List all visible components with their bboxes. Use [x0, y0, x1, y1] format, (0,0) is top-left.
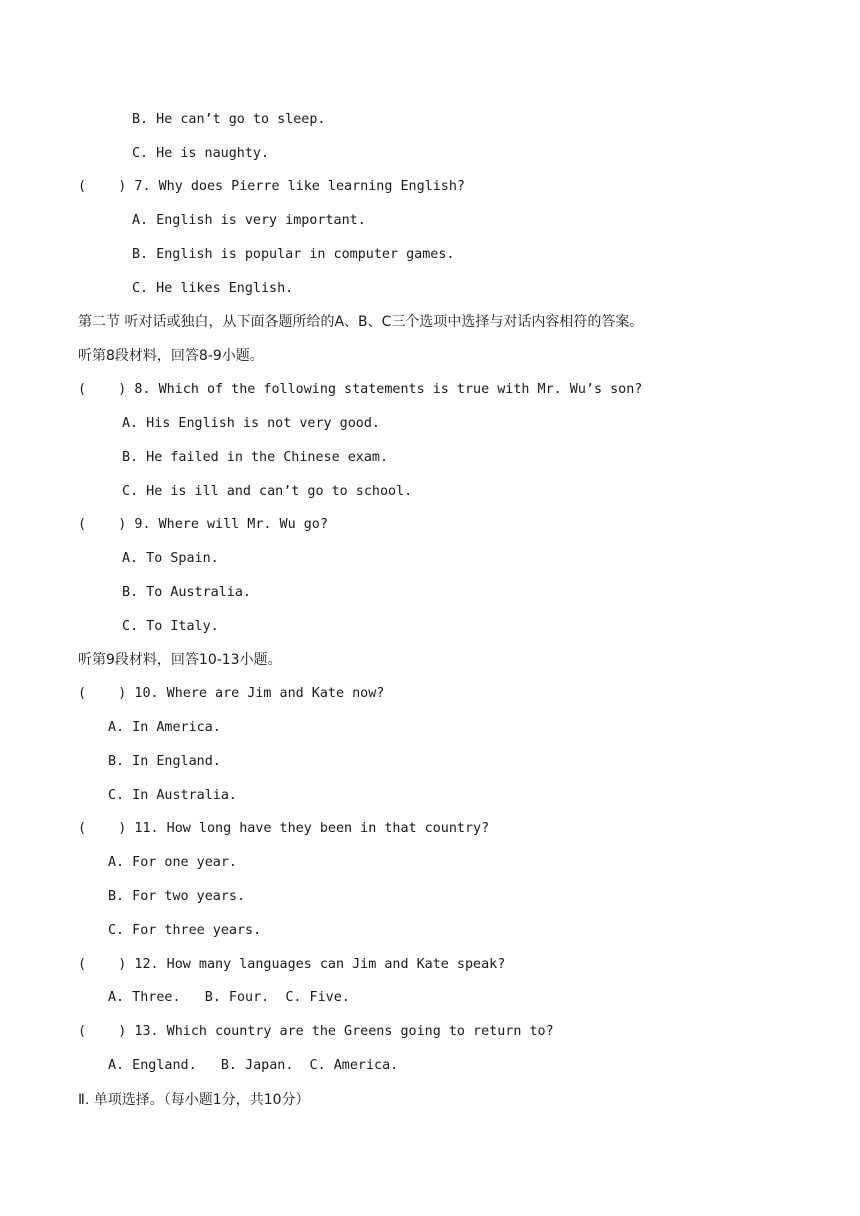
- option-10a: A. In America.: [108, 720, 221, 735]
- option-11c: C. For three years.: [108, 923, 262, 938]
- question-11: ( ) 11. How long have they been in that country?: [78, 821, 490, 836]
- question-13: ( ) 13. Which country are the Greens going to return to?: [78, 1024, 554, 1039]
- option-7a: A. English is very important.: [132, 213, 366, 228]
- options-13: A. England. B. Japan. C. America.: [108, 1058, 399, 1073]
- question-8: ( ) 8. Which of the following statements is true with Mr. Wu’s son?: [78, 382, 643, 397]
- option-8a: A. His English is not very good.: [122, 416, 380, 431]
- option-7c: C. He likes English.: [132, 281, 294, 296]
- question-10: ( ) 10. Where are Jim and Kate now?: [78, 686, 385, 701]
- option-11a: A. For one year.: [108, 855, 237, 870]
- question-12: ( ) 12. How many languages can Jim and Kate speak?: [78, 957, 506, 972]
- option-8b: B. He failed in the Chinese exam.: [122, 450, 389, 465]
- option-6b: B. He can’t go to sleep.: [132, 112, 326, 127]
- material-9-heading: 听第9段材料，回答10-13小题。: [78, 652, 282, 668]
- option-9a: A. To Spain.: [122, 551, 219, 566]
- section-2-heading: 第二节 听对话或独白，从下面各题所给的A、B、C三个选项中选择与对话内容相符的答案。: [78, 314, 644, 330]
- option-8c: C. He is ill and can’t go to school.: [122, 484, 413, 499]
- material-8-heading: 听第8段材料，回答8-9小题。: [78, 348, 264, 364]
- question-7: ( ) 7. Why does Pierre like learning English?: [78, 179, 465, 194]
- option-10c: C. In Australia.: [108, 788, 237, 803]
- option-9c: C. To Italy.: [122, 619, 219, 634]
- options-12: A. Three. B. Four. C. Five.: [108, 990, 350, 1005]
- part-2-heading: Ⅱ. 单项选择。（每小题1分，共10分）: [78, 1092, 310, 1108]
- option-10b: B. In England.: [108, 754, 221, 769]
- question-9: ( ) 9. Where will Mr. Wu go?: [78, 517, 328, 532]
- option-11b: B. For two years.: [108, 889, 246, 904]
- option-7b: B. English is popular in computer games.: [132, 247, 455, 262]
- option-6c: C. He is naughty.: [132, 146, 270, 161]
- option-9b: B. To Australia.: [122, 585, 251, 600]
